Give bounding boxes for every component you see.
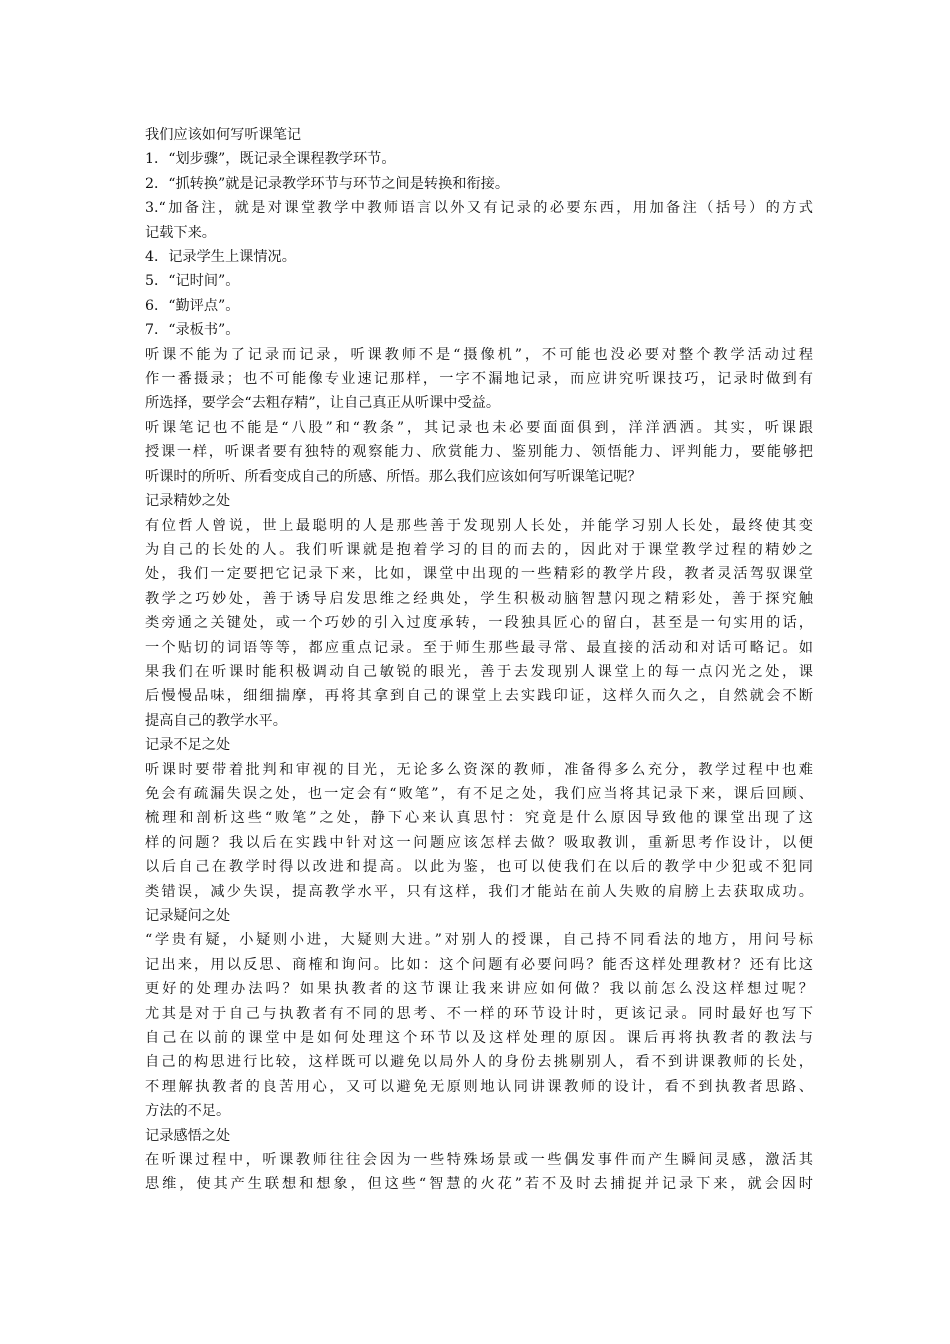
text-line: 自己在以前的课堂中是如何处理这个环节以及这样处理的原因。课后再将执教者的教法与 [145,1030,813,1047]
text-line: 类错误，减少失误，提高教学水平，只有这样，我们才能站在前人失败的肩膀上去获取成功。 [145,883,813,900]
text-line: 果我们在听课时能积极调动自己敏锐的眼光，善于去发现别人课堂上的每一点闪光之处，课 [145,663,813,680]
text-line: 记出来，用以反思、商榷和询问。比如：这个问题有必要问吗？能否这样处理教材？还有比这 [145,956,813,973]
text-line: 提高自己的教学水平。 [145,712,287,729]
text-line: 思维，使其产生联想和想象，但这些“智慧的火花”若不及时去捕捉并记录下来，就会因时 [145,1176,813,1193]
text-line: 所选择，要学会“去粗存精”，让自己真正从听课中受益。 [145,395,501,412]
text-line: 方法的不足。 [145,1103,231,1120]
text-line: 6．“勤评点”。 [145,297,240,314]
text-line: 后慢慢品味，细细揣摩，再将其拿到自己的课堂上去实践印证，这样久而久之，自然就会不断 [145,688,813,705]
document-body [145,123,813,1197]
text-line: 授课一样，听课者要有独特的观察能力、欣赏能力、鉴别能力、领悟能力、评判能力，要能够把 [145,444,813,461]
text-line: 1．“划步骤”，既记录全课程教学环节。 [145,151,396,168]
text-line: 样的问题？我以后在实践中针对这一问题应该怎样去做？吸取教训，重新思考作设计，以便 [145,834,813,851]
text-line: 在听课过程中，听课教师往往会因为一些特殊场景或一些偶发事件而产生瞬间灵感，激活其 [145,1152,813,1169]
text-line: 记录精妙之处 [145,493,231,510]
text-line: 类旁通之关键处，或一个巧妙的引入过度承转，一段独具匠心的留白，甚至是一句实用的话， [145,615,813,632]
text-line: 教学之巧妙处，善于诱导启发思维之经典处，学生积极动脑智慧闪现之精彩处，善于探究触 [145,590,813,607]
text-line: 不理解执教者的良苦用心，又可以避免无原则地认同讲课教师的设计，看不到执教者思路、 [145,1078,813,1095]
text-line: 自己的构思进行比较，这样既可以避免以局外人的身份去挑剔别人，看不到讲课教师的长处， [145,1054,813,1071]
text-line: 免会有疏漏失误之处，也一定会有“败笔”，有不足之处，我们应当将其记录下来，课后回顾、 [145,785,813,802]
text-line: 5．“记时间”。 [145,273,240,290]
text-line: 3.“加备注，就是对课堂教学中教师语言以外又有记录的必要东西，用加备注（括号）的方式 [145,200,813,217]
text-line: 更好的处理办法吗？如果执教者的这节课让我来讲应如何做？我以前怎么没这样想过呢？ [145,981,813,998]
text-line: 听课时的所听、所看变成自己的所感、所悟。那么我们应该如何写听课笔记呢？ [145,468,642,485]
text-line: 以后自己在教学时得以改进和提高。以此为鉴，也可以使我们在以后的教学中少犯或不犯同 [145,859,813,876]
text-line: 一个贴切的词语等等，都应重点记录。至于师生那些最寻常、最直接的活动和对话可略记。如 [145,639,813,656]
text-line: 梳理和剖析这些“败笔”之处，静下心来认真思忖：究竟是什么原因导致他的课堂出现了这 [145,810,813,827]
text-line: 记录疑问之处 [145,908,231,924]
text-line: 听课时要带着批判和审视的目光，无论多么资深的教师，准备得多么充分，教学过程中也难 [145,761,813,778]
text-line: 听课笔记也不能是“八股”和“教条”，其记录也未必要面面俱到，洋洋洒洒。其实，听课跟 [145,419,813,436]
text-line: 2．“抓转换”就是记录教学环节与环节之间是转换和衔接。 [145,175,510,192]
text-line: 记录不足之处 [145,737,231,754]
text-line: 记录感悟之处 [145,1127,231,1144]
text-line: 处，我们一定要把它记录下来，比如，课堂中出现的一些精彩的教学片段，教者灵活驾驭课堂 [145,566,813,583]
text-line: “学贵有疑，小疑则小进，大疑则大进。”对别人的授课，自己持不同看法的地方，用问号标 [145,932,813,949]
text-line: 听课不能为了记录而记录，听课教师不是“摄像机”，不可能也没必要对整个教学活动过程 [145,346,813,363]
text-line: 7．“录板书”。 [145,322,240,339]
text-line: 为自己的长处的人。我们听课就是抱着学习的目的而去的，因此对于课堂教学过程的精妙之 [145,541,813,558]
text-line: 作一番摄录；也不可能像专业速记那样，一字不漏地记录，而应讲究听课技巧，记录时做到有 [145,371,813,388]
text-line: 我们应该如何写听课笔记 [145,127,302,143]
text-line: 4．记录学生上课情况。 [145,249,296,266]
text-line: 有位哲人曾说，世上最聪明的人是那些善于发现别人长处，并能学习别人长处，最终使其变 [145,517,813,534]
text-line: 尤其是对于自己与执教者有不同的思考、不一样的环节设计时，更该记录。同时最好也写下 [145,1005,813,1022]
text-line: 记载下来。 [145,224,216,241]
